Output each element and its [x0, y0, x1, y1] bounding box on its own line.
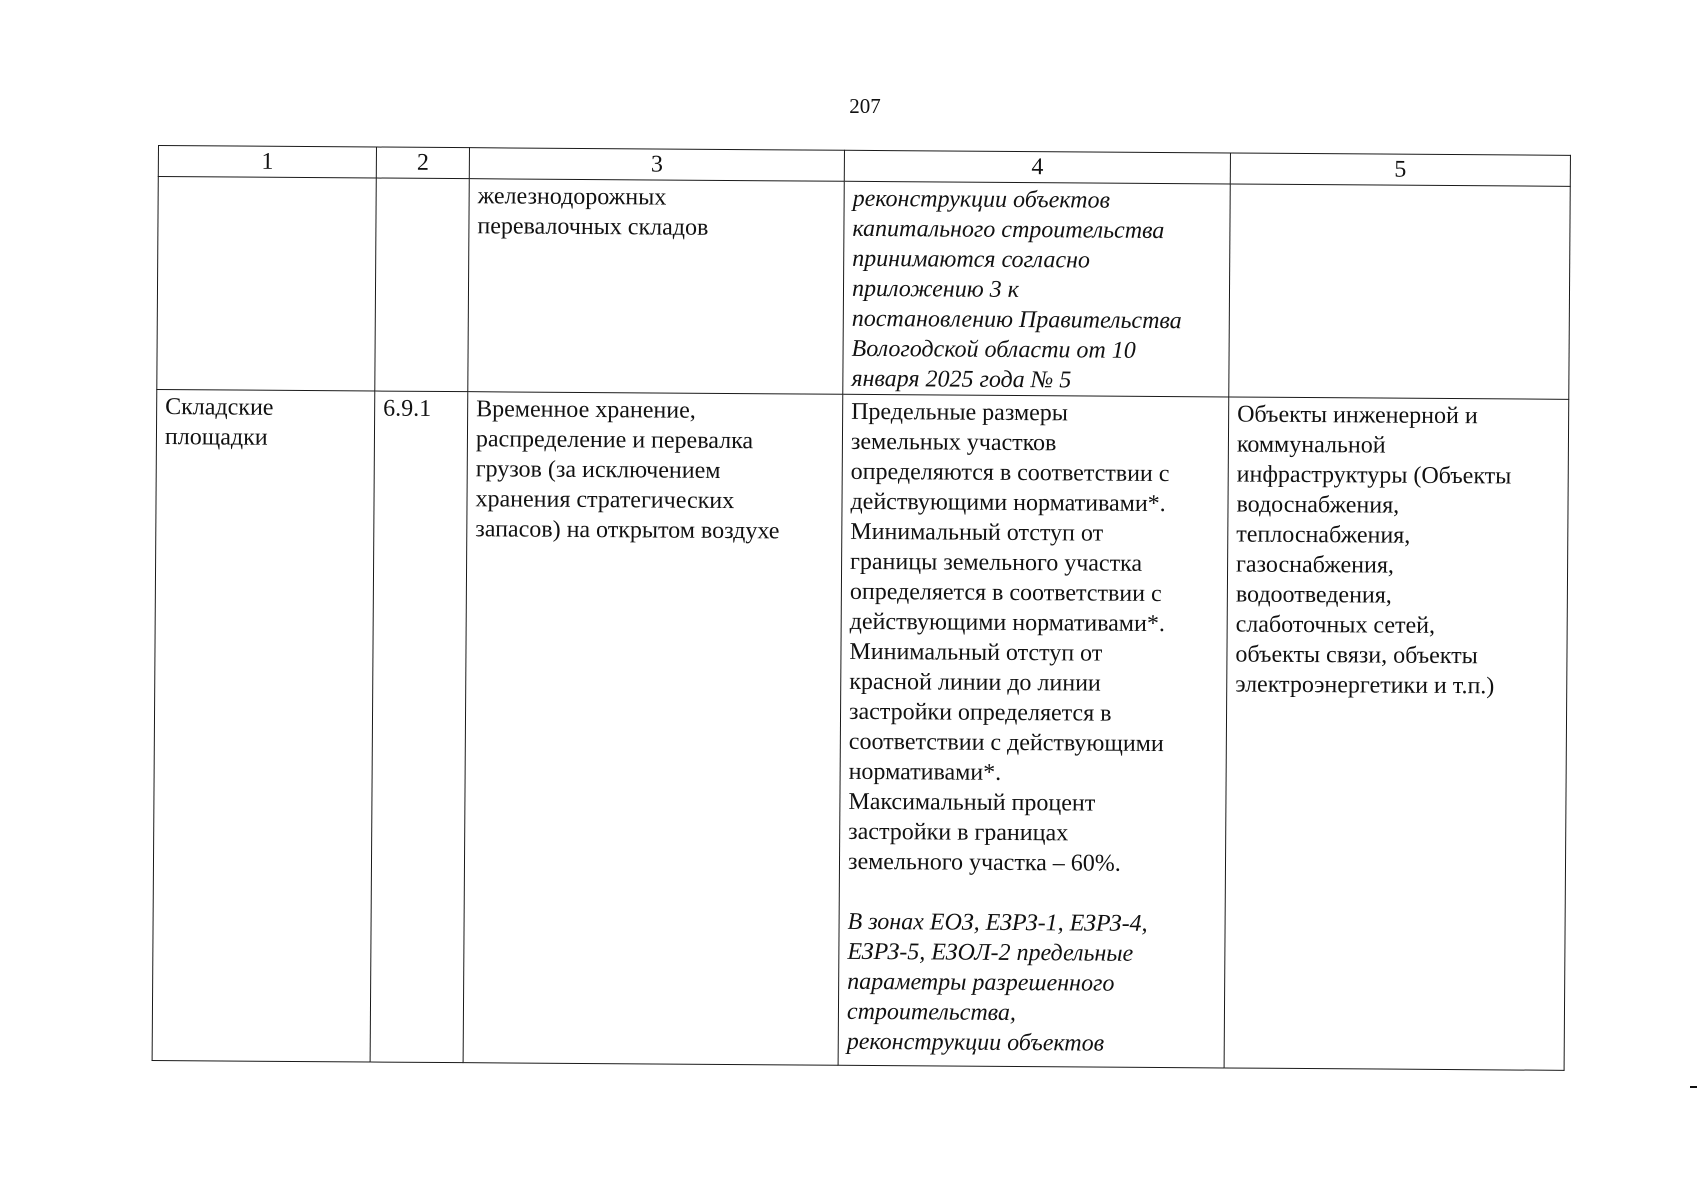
cell-row1-col1 — [157, 177, 376, 392]
text-line: действующими нормативами*. — [849, 608, 1165, 638]
text-line: запасов) на открытом воздухе — [475, 516, 780, 545]
text-line: газоснабжения, — [1236, 551, 1395, 579]
text-line: водоснабжения, — [1236, 491, 1400, 519]
text-line: застройки в границах — [848, 818, 1069, 847]
text-line: реконструкции объектов — [852, 185, 1111, 214]
text-line: Максимальный процент — [848, 788, 1096, 817]
cell-row2-col4 — [838, 394, 1229, 1068]
text-line: теплоснабжения, — [1236, 521, 1411, 549]
cell-row1-col2 — [375, 178, 469, 392]
text-line: нормативами*. — [848, 758, 1002, 786]
text-line: капитального строительства — [852, 215, 1165, 245]
cell-row1-col4 — [843, 181, 1230, 397]
text-line: действующими нормативами*. — [850, 488, 1166, 518]
text-line: строительства, — [846, 998, 1017, 1027]
text-line: Предельные размеры — [851, 398, 1069, 427]
text-line: грузов (за исключением — [475, 456, 721, 484]
text-line: площадки — [164, 424, 268, 451]
text-line: Складские — [165, 394, 274, 421]
text-line: границы земельного участка — [850, 548, 1143, 577]
text-line: ЕЗРЗ-5, ЕЗОЛ-2 предельные — [847, 938, 1134, 967]
text-line: красной линии до линии — [849, 668, 1101, 697]
cell-row2-col5 — [1224, 397, 1569, 1070]
text-line: инфраструктуры (Объекты — [1236, 461, 1512, 490]
text-line: В зонах ЕОЗ, ЕЗРЗ-1, ЕЗРЗ-4, — [847, 908, 1148, 937]
table-row — [157, 177, 1570, 400]
text-line: Минимальный отступ от — [850, 518, 1104, 547]
cell-row2-col1 — [152, 389, 375, 1062]
text-line: принимаются согласно — [852, 245, 1091, 274]
column-header-5: 5 — [1230, 153, 1570, 186]
text-line: приложению 3 к — [851, 275, 1019, 304]
text-line: электроэнергетики и т.п.) — [1235, 671, 1495, 700]
column-header-3: 3 — [469, 148, 844, 182]
column-header-1: 1 — [158, 146, 376, 179]
text-line: хранения стратегических — [475, 486, 735, 515]
text-line: определяется в соответствии с — [849, 578, 1162, 608]
table-row — [152, 389, 1569, 1070]
text-line: Объекты инженерной и — [1237, 401, 1478, 430]
text-line: реконструкции объектов — [846, 1028, 1105, 1057]
text-line: Вологодской области от 10 — [851, 335, 1136, 364]
text-line: слаботочных сетей, — [1235, 611, 1436, 639]
text-line: земельного участка – 60%. — [847, 848, 1121, 877]
text-line: параметры разрешенного — [847, 968, 1115, 997]
text-line: определяются в соответствии с — [850, 458, 1170, 488]
cell-row1-col5 — [1229, 184, 1570, 399]
text-line: соответствии с действующими — [848, 728, 1164, 758]
text-line: водоотведения, — [1235, 581, 1392, 609]
text-line: Временное хранение, — [476, 396, 696, 424]
cell-row2-col3 — [463, 392, 843, 1066]
text-line: постановлению Правительства — [851, 305, 1182, 335]
regulations-table — [152, 145, 1571, 1071]
text-line: железнодорожных — [477, 183, 667, 211]
text-line: распределение и перевалка — [475, 426, 754, 455]
page-number: 207 — [849, 94, 881, 118]
cell-row1-col3 — [468, 179, 844, 395]
text-line: января 2025 года № 5 — [851, 365, 1072, 394]
text-line: перевалочных складов — [477, 213, 709, 241]
text-line: коммунальной — [1236, 431, 1386, 459]
text-line: застройки определяется в — [848, 698, 1112, 727]
text-line: земельных участков — [850, 428, 1057, 457]
column-header-4: 4 — [844, 150, 1230, 184]
paragraph-gap — [848, 877, 1217, 910]
text-line: Минимальный отступ от — [849, 638, 1103, 667]
column-header-2: 2 — [376, 147, 469, 179]
text-line: объекты связи, объекты — [1235, 641, 1478, 670]
cell-row2-col2: 6.9.1 — [370, 391, 468, 1063]
scan-edge-mark — [1690, 1086, 1697, 1088]
